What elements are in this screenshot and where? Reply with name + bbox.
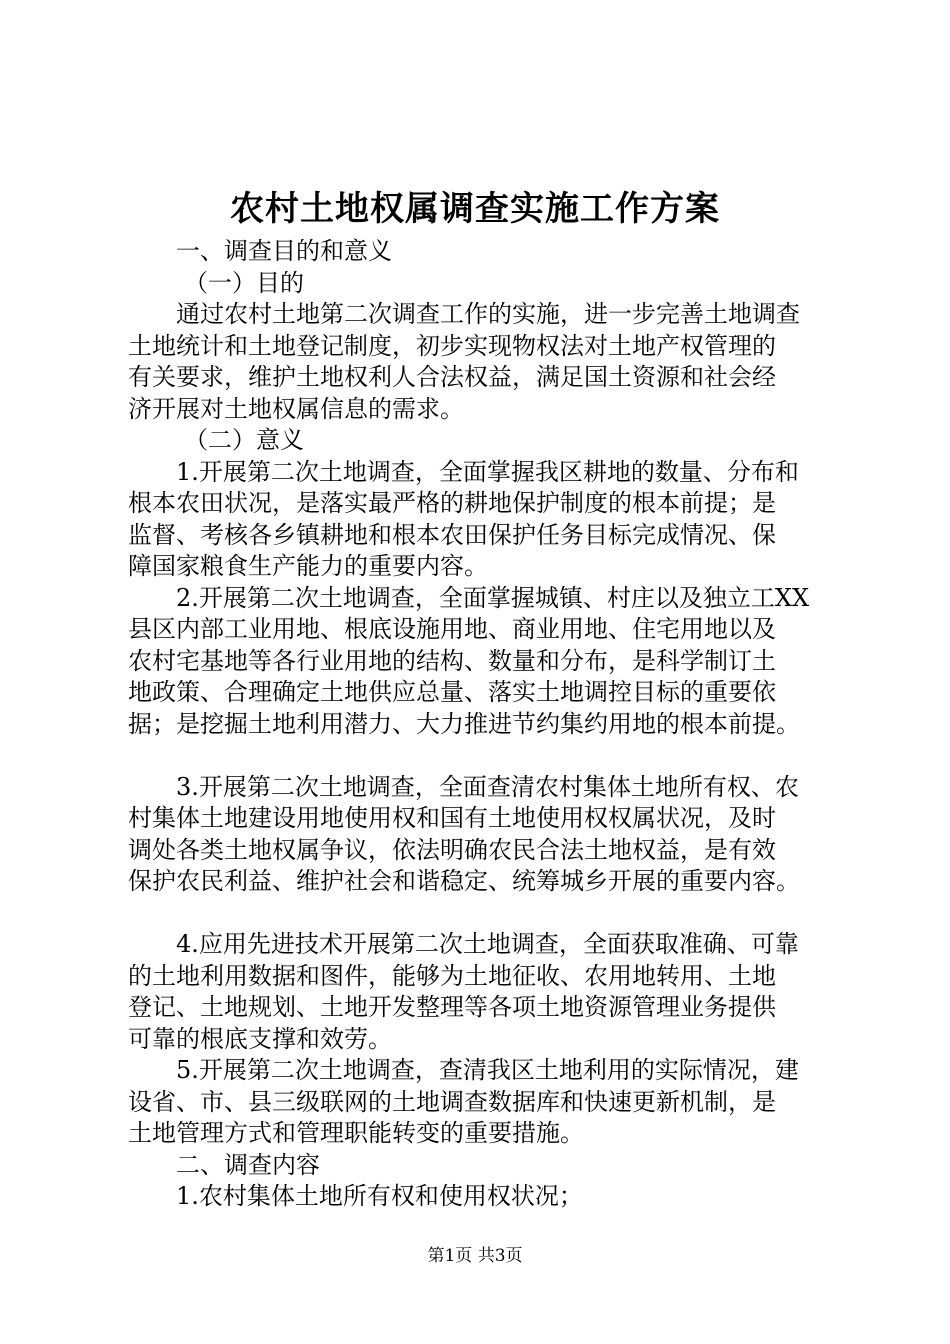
paragraph-gap: [128, 898, 848, 930]
paragraph-line: 1.开展第二次土地调查，全面掌握我区耕地的数量、分布和: [176, 457, 799, 486]
section-heading: 一、调查目的和意义: [176, 237, 392, 265]
subsection-heading: （二）意义: [184, 426, 304, 454]
paragraph-line: 土地统计和土地登记制度，初步实现物权法对土地产权管理的: [128, 331, 776, 360]
page-footer: 第1页 共3页: [427, 1246, 523, 1266]
paragraph-line: 可靠的根底支撑和效劳。: [128, 1024, 392, 1053]
paragraph-line: 1.农村集体土地所有权和使用权状况；: [176, 1182, 583, 1210]
paragraph-line: 设省、市、县三级联网的土地调查数据库和快速更新机制，是: [128, 1087, 776, 1116]
paragraph-line: 县区内部工业用地、根底设施用地、商业用地、住宅用地以及: [128, 615, 776, 643]
paragraph-line: 5.开展第二次土地调查，查清我区土地利用的实际情况，建: [176, 1056, 799, 1084]
paragraph-line: 调处各类土地权属争议，依法明确农民合法土地权益，是有效: [128, 835, 776, 864]
document-title: 农村土地权属调查实施工作方案: [230, 189, 720, 229]
paragraph-line: 根本农田状况，是落实最严格的耕地保护制度的根本前提；是: [128, 489, 776, 517]
paragraph-line: 通过农村土地第二次调查工作的实施，进一步完善土地调查: [176, 300, 800, 328]
paragraph-line: 登记、土地规划、土地开发整理等各项土地资源管理业务提供: [128, 993, 776, 1021]
section-heading: 二、调查内容: [176, 1150, 320, 1179]
paragraph-line: 土地管理方式和管理职能转变的重要措施。: [128, 1119, 584, 1147]
paragraph-line: 2.开展第二次土地调查，全面掌握城镇、村庄以及独立工XX: [176, 583, 810, 612]
document-body: [128, 236, 848, 1213]
paragraph-line: 保护农民利益、维护社会和谐稳定、统筹城乡开展的重要内容。: [128, 867, 800, 895]
paragraph-line: 地政策、合理确定土地供应总量、落实土地调控目标的重要依: [128, 678, 776, 706]
subsection-heading: （一）目的: [184, 268, 304, 297]
paragraph-line: 有关要求，维护土地权利人合法权益，满足国土资源和社会经: [128, 363, 776, 391]
paragraph-line: 据；是挖掘土地利用潜力、大力推进节约集约用地的根本前提。: [128, 709, 800, 738]
paragraph-line: 农村宅基地等各行业用地的结构、数量和分布，是科学制订土: [128, 646, 776, 675]
paragraph-gap: [128, 740, 848, 772]
paragraph-line: 济开展对土地权属信息的需求。: [128, 394, 464, 423]
paragraph-line: 3.开展第二次土地调查，全面查清农村集体土地所有权、农: [176, 772, 799, 801]
paragraph-line: 4.应用先进技术开展第二次土地调查，全面获取准确、可靠: [176, 930, 799, 958]
paragraph-line: 的土地利用数据和图件，能够为土地征收、农用地转用、土地: [128, 961, 776, 990]
paragraph-line: 障国家粮食生产能力的重要内容。: [128, 552, 488, 580]
paragraph-line: 监督、考核各乡镇耕地和根本农田保护任务目标完成情况、保: [128, 520, 776, 549]
paragraph-line: 村集体土地建设用地使用权和国有土地使用权权属状况，及时: [128, 804, 776, 832]
